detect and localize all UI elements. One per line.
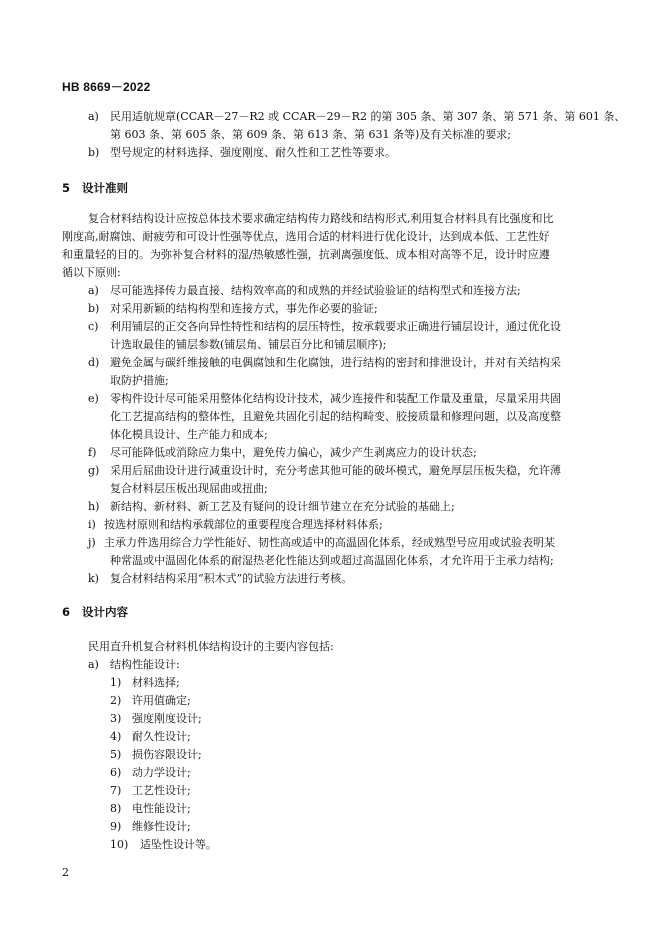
paragraph-line: 和重量轻的目的。为弥补复合材料的湿/热敏感性强，抗剥离强度低、成本相对高等不足，设计时应遵: [62, 248, 550, 261]
list-line: 计选取最佳的铺层参数(铺层角、铺层百分比和铺层顺序);: [110, 338, 387, 351]
sub-list-text: 工艺性设计;: [132, 784, 191, 797]
sub-list-marker: 5): [110, 748, 122, 761]
list-marker: h): [88, 500, 100, 513]
page-number: 2: [62, 866, 69, 879]
document-code: HB 8669－2022: [62, 80, 151, 94]
list-item: [62, 498, 602, 516]
sub-list-text: 耐久性设计;: [132, 730, 191, 743]
list-line: 体化模具设计、生产能力和成本;: [110, 428, 268, 441]
sub-list-item: [110, 746, 202, 764]
list-marker: k): [88, 572, 99, 585]
list-line: 对采用新颖的结构构型和连接方式，事先作必要的验证;: [110, 302, 378, 315]
list-line: 尽可能降低或消除应力集中，避免传力偏心，减少产生剥离应力的设计状态;: [110, 446, 477, 459]
list-line: 种常温或中温固化体系的耐湿热老化性能达到或超过高温固化体系，才允许用于主承力结构;: [110, 554, 554, 567]
list-line: 按选材原则和结构承载部位的重要程度合理选择材料体系;: [104, 518, 383, 531]
list-line: 取防护措施;: [110, 374, 169, 387]
sub-list-text: 电性能设计;: [132, 802, 191, 815]
paragraph-line: 刚度高,耐腐蚀、耐疲劳和可设计性强等优点，选用合适的材料进行优化设计，达到成本低、工艺性好: [62, 230, 550, 243]
list-item: [62, 656, 602, 674]
sub-list-item: [110, 818, 191, 836]
list-marker: g): [88, 464, 100, 477]
list-item: [62, 144, 602, 162]
list-marker: e): [88, 392, 99, 405]
sub-list-item: [110, 764, 191, 782]
sub-list-item: [110, 836, 217, 854]
list-marker: a): [88, 110, 99, 123]
sub-list-text: 强度刚度设计;: [132, 712, 202, 725]
sub-list-marker: 2): [110, 694, 122, 707]
sub-list-marker: 1): [110, 676, 122, 689]
sub-list-text: 动力学设计;: [132, 766, 191, 779]
sub-list-item: [110, 674, 180, 692]
list-line: 采用后屈曲设计进行减重设计时，充分考虑其他可能的破坏模式，避免厚层压板失稳，允许薄: [110, 464, 561, 477]
paragraph-line: 复合材料结构设计应按总体技术要求确定结构传力路线和结构形式,利用复合材料具有比强度和比: [88, 212, 554, 225]
list-item: [62, 516, 602, 534]
list-line: 新结构、新材料、新工艺及有疑问的设计细节建立在充分试验的基础上;: [110, 500, 455, 513]
sub-list-marker: 4): [110, 730, 122, 743]
section-number: 5: [62, 181, 71, 195]
list-line: 尽可能选择传力最直接、结构效率高的和成熟的并经试验验证的结构型式和连接方法;: [110, 284, 521, 297]
list-marker: c): [88, 320, 99, 333]
list-marker: a): [88, 284, 99, 297]
sub-list-marker: 3): [110, 712, 122, 725]
list-item: [62, 390, 602, 444]
list-line: 利用铺层的正交各向异性特性和结构的层压特性，按承载要求正确进行铺层设计，通过优化设: [110, 320, 561, 333]
list-line: 避免金属与碳纤维接触的电偶腐蚀和生化腐蚀，进行结构的密封和排泄设计，并对有关结构采: [110, 356, 561, 369]
list-item: [62, 282, 602, 300]
sub-list-marker: 8): [110, 802, 122, 815]
sub-list-marker: 6): [110, 766, 122, 779]
list-line: 主承力件选用综合力学性能好、韧性高或适中的高温固化体系，经成熟型号应用或试验表明某: [104, 536, 555, 549]
list-marker: d): [88, 356, 100, 369]
list-line: 复合材料层压板出现屈曲或扭曲;: [110, 482, 268, 495]
list-item: [62, 300, 602, 318]
list-item: [62, 444, 602, 462]
list-item: [62, 462, 602, 498]
sub-list-marker: 7): [110, 784, 122, 797]
list-marker: a): [88, 658, 99, 671]
list-line: 第 603 条、第 605 条、第 609 条、第 613 条、第 631 条等)及有关标准的要求;: [110, 128, 511, 141]
list-line: 复合材料结构采用“积木式”的试验方法进行考核。: [110, 572, 353, 585]
sub-list-item: [110, 692, 191, 710]
section-title: 设计内容: [82, 605, 128, 619]
list-item: [62, 570, 602, 588]
sub-list-text: 材料选择;: [132, 676, 180, 689]
list-marker: j): [88, 536, 96, 549]
sub-list-text: 损伤容限设计;: [132, 748, 202, 761]
list-line: 型号规定的材料选择、强度刚度、耐久性和工艺性等要求。: [110, 146, 396, 159]
list-item: [62, 534, 602, 570]
list-marker: b): [88, 146, 100, 159]
list-marker: i): [88, 518, 96, 531]
sub-list-text: 维修性设计;: [132, 820, 191, 833]
list-marker: f): [88, 446, 97, 459]
sub-list-text: 许用值确定;: [132, 694, 191, 707]
sub-list-item: [110, 728, 191, 746]
sub-list-marker: 10): [110, 838, 129, 851]
section-6-heading: [62, 604, 128, 620]
list-line: 民用适航规章(CCAR－27－R2 或 CCAR－29－R2 的第 305 条、第 307 条、第 571 条、第 601 条、: [110, 110, 626, 123]
section-5-heading: [62, 180, 128, 196]
sub-list-item: [110, 710, 202, 728]
list-item: [62, 108, 626, 144]
paragraph-line: 循以下原则:: [62, 266, 121, 279]
list-item: [62, 354, 602, 390]
section-number: 6: [62, 605, 71, 619]
list-line: 化工艺提高结构的整体性，且避免共固化引起的结构畸变、胶接质量和修理问题，以及高度整: [110, 410, 561, 423]
list-line: 零构件设计尽可能采用整体化结构设计技术，减少连接件和装配工作量及重量，尽量采用共固: [110, 392, 561, 405]
sub-list-text: 适坠性设计等。: [140, 838, 217, 851]
section-title: 设计准则: [82, 181, 128, 195]
list-line: 结构性能设计:: [110, 658, 180, 671]
list-item: [62, 318, 602, 354]
paragraph-line: 民用直升机复合材料机体结构设计的主要内容包括:: [88, 640, 334, 653]
sub-list-marker: 9): [110, 820, 122, 833]
sub-list-item: [110, 800, 191, 818]
list-marker: b): [88, 302, 100, 315]
sub-list-item: [110, 782, 191, 800]
